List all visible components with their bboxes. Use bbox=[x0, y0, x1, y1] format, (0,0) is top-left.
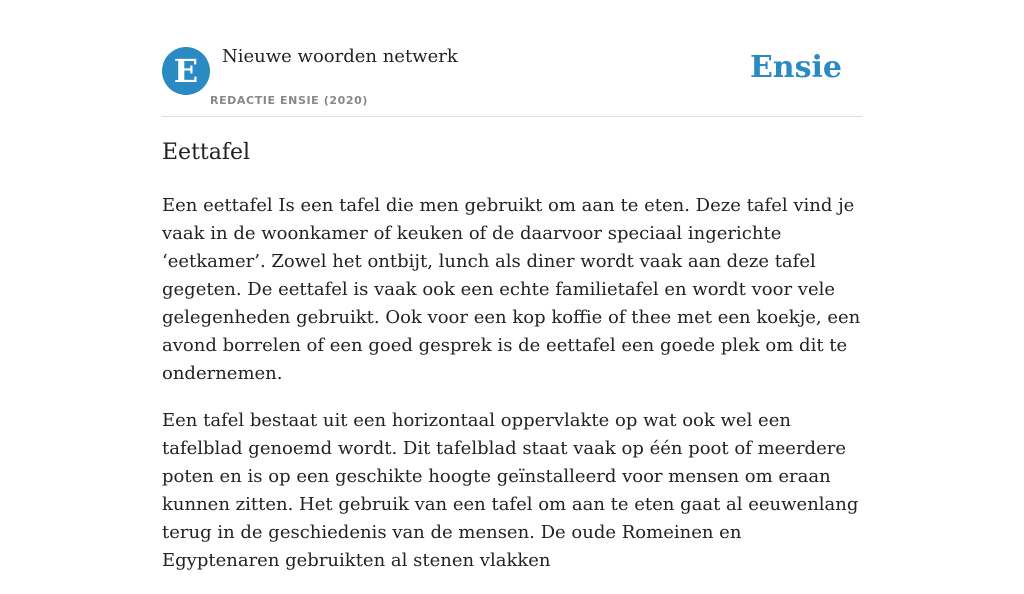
brand-logo[interactable]: Ensie bbox=[749, 50, 842, 85]
ensie-card bbox=[162, 0, 862, 571]
ensie-logo-icon: E bbox=[162, 47, 210, 95]
paragraph: Een eettafel Is een tafel die men gebruikt om aan te eten. Deze tafel vind je vaak in de woonkamer of keuken of de daarvoor speciaal ingerichte ‘eetkamer’. Zowel het ontbijt, lunch als diner wordt vaak aan deze tafel gegeten. De eettafel is vaak ook een echte familietafel en wordt voor vele gelegenheden gebruikt. Ook voor een kop koffie of thee met een koekje, een avond borrelen of een goed gesprek is de eettafel een goede plek om dit te ondernemen. bbox=[162, 195, 861, 384]
paragraph: Een tafel bestaat uit een horizontaal oppervlakte op wat ook wel een tafelblad genoemd wordt. Dit tafelblad staat vaak op één poot of meerdere poten en is op een geschikte hoogte geïnstalleerd voor mensen om eraan kunnen zitten. Het gebruik van een tafel om aan te eten gaat al eeuwenlang terug in de geschiedenis van de mensen. De oude Romeinen en Egyptenaren gebruikten al stenen vlakken bbox=[162, 410, 859, 571]
source-meta: REDACTIE ENSIE (2020) bbox=[210, 94, 368, 107]
article-body bbox=[162, 192, 862, 594]
source-title[interactable]: Nieuwe woorden netwerk bbox=[222, 46, 458, 67]
card-header bbox=[162, 0, 862, 117]
term-title: Eettafel bbox=[162, 140, 251, 165]
